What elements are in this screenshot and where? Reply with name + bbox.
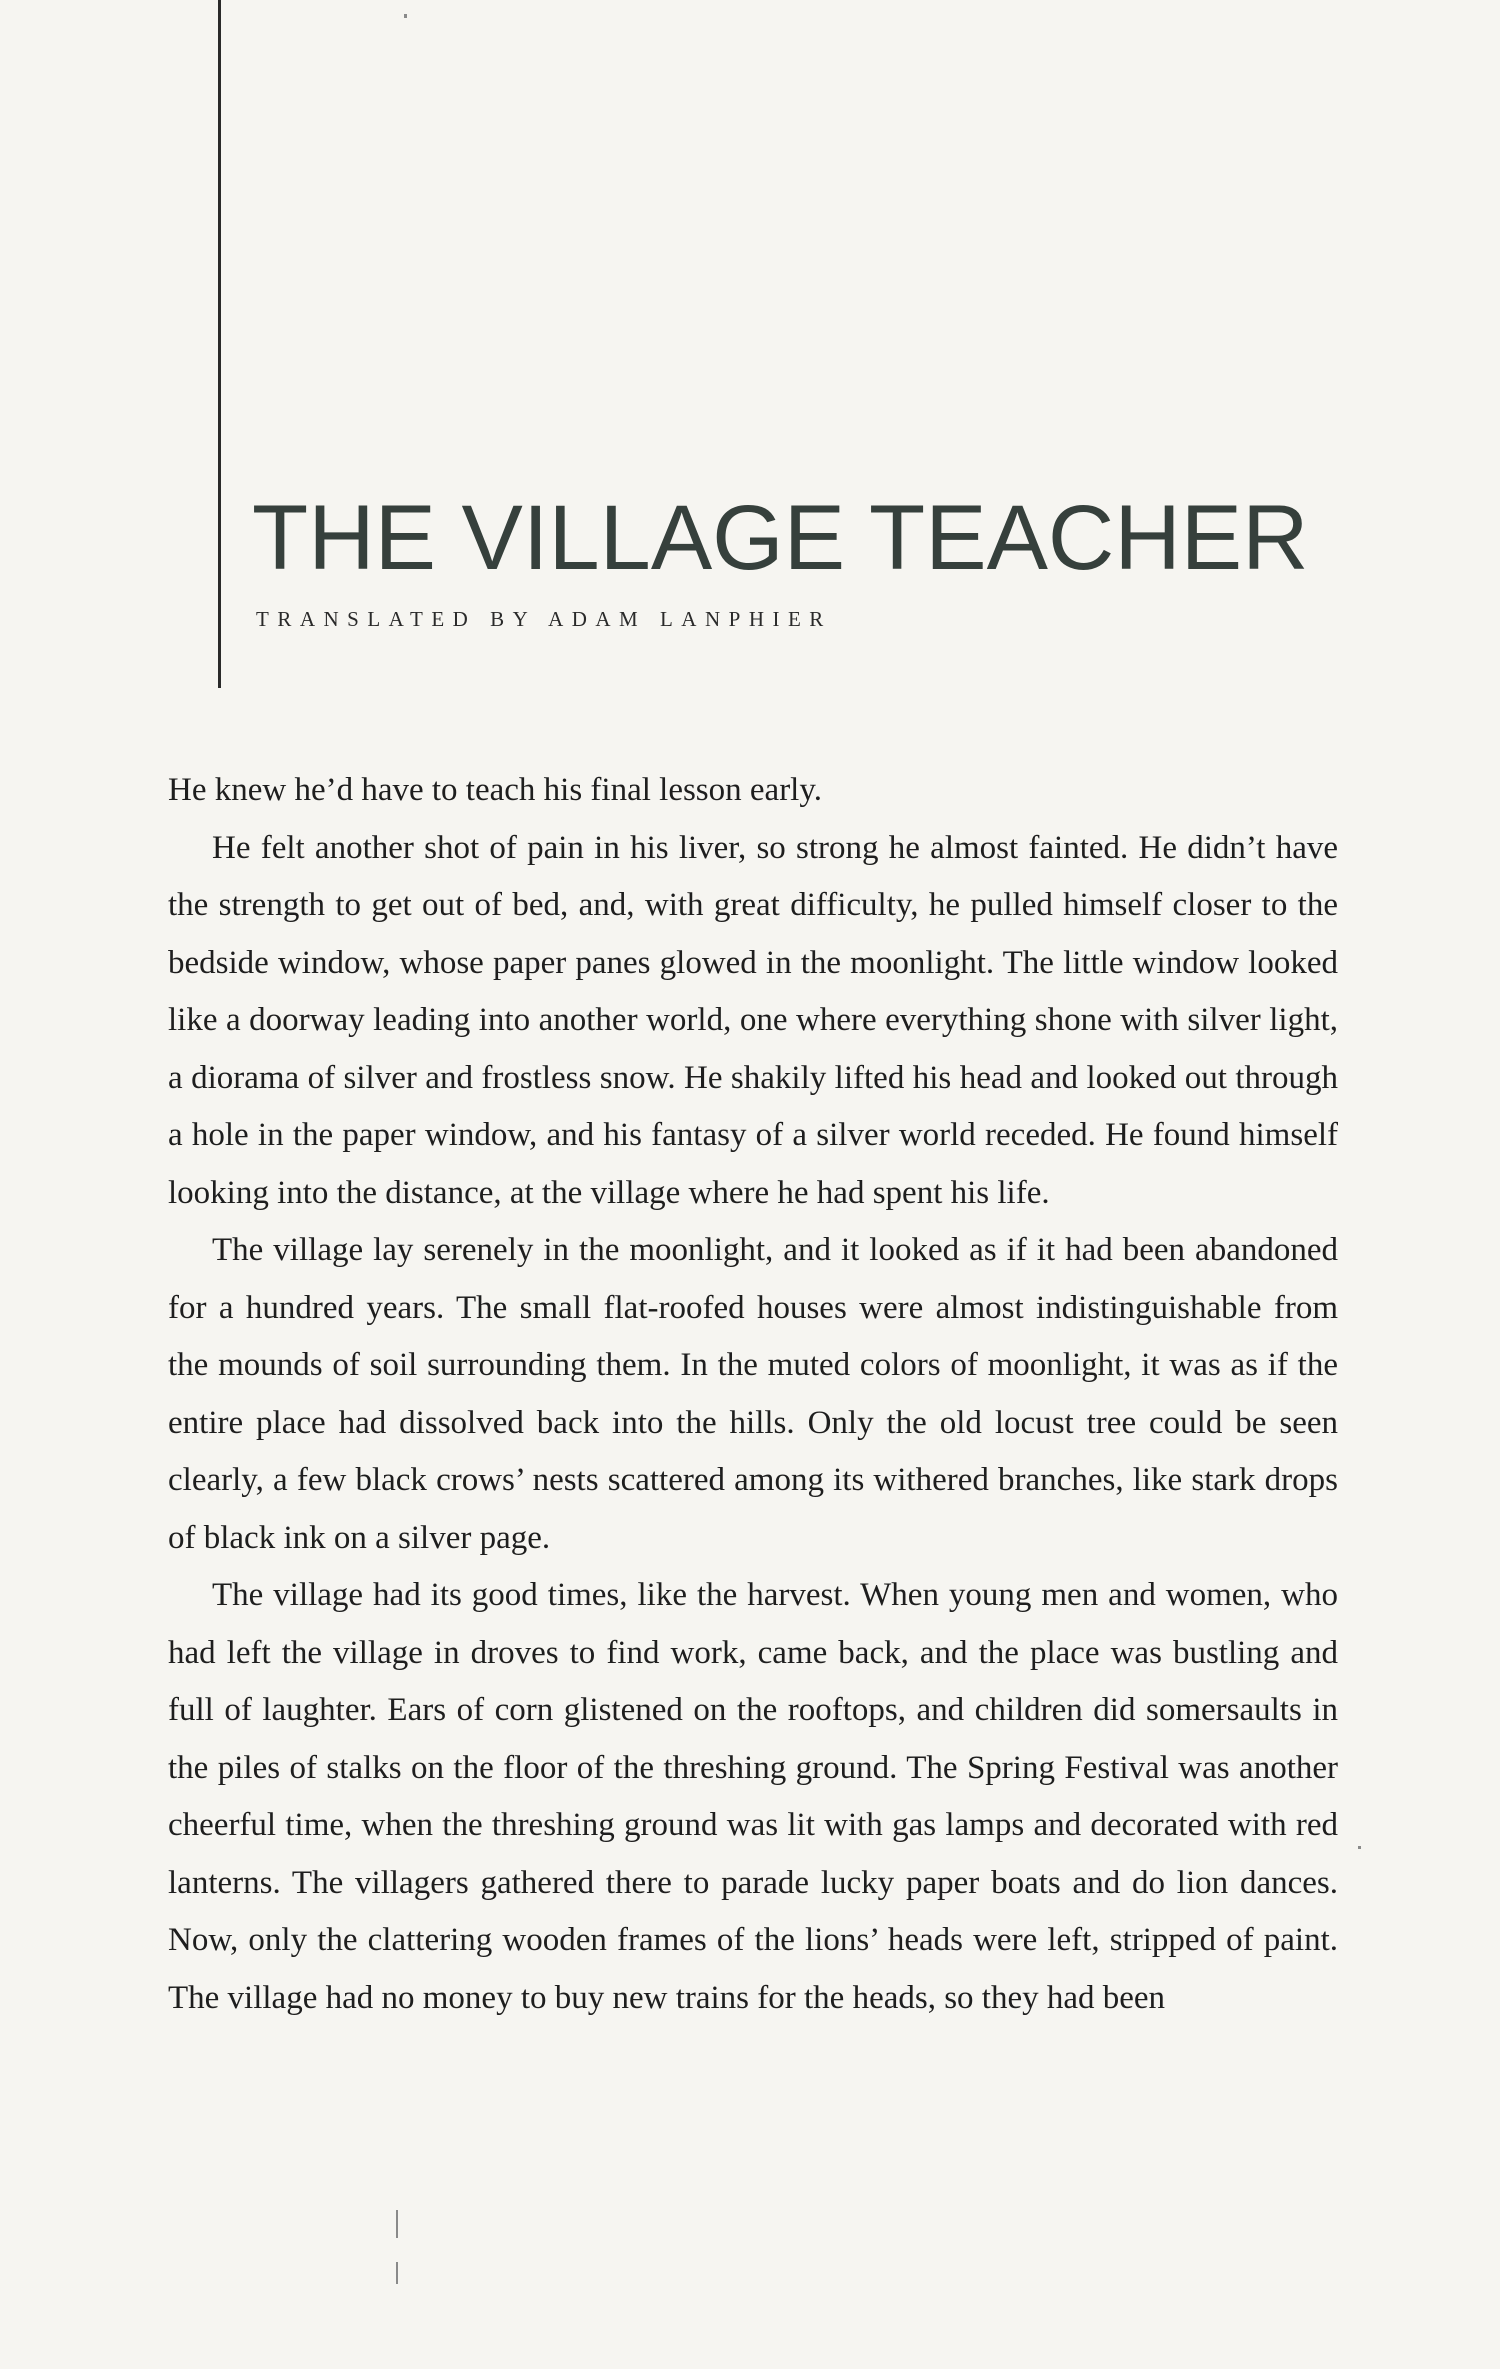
scan-speck bbox=[396, 2262, 398, 2284]
paragraph-2: He felt another shot of pain in his liver, so strong he almost fainted. He didn’t have the strength to get out of bed, and, with great difficulty, he pulled himself closer to the bedside window, whose paper panes glowed in the moonlight. The little window looked like a doorway leading into another world, one where everything shone with silver light, a diorama of silver and frostless snow. He shakily lifted his head and looked out through a hole in the paper window, and his fantasy of a silver world receded. He found himself looking into the distance, at the village where he had spent his life. bbox=[168, 829, 1338, 1211]
scan-speck bbox=[1358, 1846, 1361, 1849]
paragraph-4: The village had its good times, like the harvest. When young men and women, who had left the village in droves to find work, came back, and the place was bustling and full of laughter. Ears of corn glistened on the rooftops, and children did somersaults in the piles of stalks on the floor of the threshing ground. The Spring Festival was another cheerful time, when the threshing ground was lit with gas lamps and decorated with red lanterns. The villagers gathered there to parade lucky paper boats and do lion dances. Now, only the clattering wooden frames of the lions’ heads were left, stripped of paint. The village had no money to buy new trains for the heads, so they had been bbox=[168, 1577, 1338, 2016]
body-text bbox=[168, 762, 1338, 2027]
paragraph-3: The village lay serenely in the moonlight, and it looked as if it had been abandoned for a hundred years. The small flat-roofed houses were almost indistinguishable from the mounds of soil surrounding them. In the muted colors of moonlight, it was as if the entire place had dissolved back into the hills. Only the old locust tree could be seen clearly, a few black crows’ nests scattered among its withered branches, like stark drops of black ink on a silver page. bbox=[168, 1232, 1338, 1556]
translator-credit: TRANSLATED BY ADAM LANPHIER bbox=[256, 607, 832, 631]
scan-speck bbox=[404, 14, 407, 18]
paragraph-1: He knew he’d have to teach his final lesson early. bbox=[168, 772, 822, 808]
chapter-title: THE VILLAGE TEACHER bbox=[252, 487, 1309, 589]
scan-speck bbox=[396, 2210, 398, 2238]
vertical-rule bbox=[218, 0, 221, 688]
